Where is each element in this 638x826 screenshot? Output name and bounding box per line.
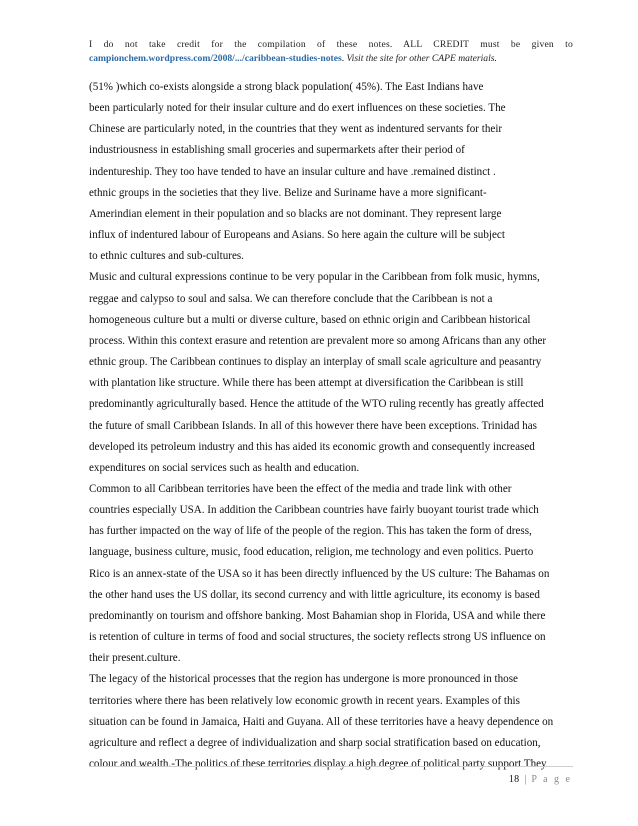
text-line: homogeneous culture but a multi or diverse culture, based on ethnic origin and Caribbean historical [89, 313, 531, 326]
text-line: industriousness in establishing small groceries and supermarkets after their period of [89, 144, 465, 157]
page-footer [509, 774, 572, 785]
text-line: with plantation like structure. While there has been attempt at diversification the Caribbean is still [89, 377, 524, 390]
credit-header [89, 38, 573, 66]
source-link[interactable]: campionchem.wordpress.com/2008/.../caribbean-studies-notes [89, 53, 342, 64]
text-line: influx of indentured labour of Europeans and Asians. So here again the culture will be subject [89, 229, 505, 242]
text-line: has further impacted on the way of life of the people of the region. This has taken the form of dress, [89, 525, 532, 538]
visit-note: Visit the site for other CAPE materials. [346, 53, 497, 64]
text-line: predominantly agriculturally based. Hence the attitude of the WTO ruling recently has greatly affected [89, 398, 544, 411]
credit-line: I do not take credit for the compilation of these notes. ALL CREDIT must be given to [89, 39, 573, 50]
text-line: agriculture and reflect a degree of individualization and sharp social stratification based on education, [89, 736, 541, 749]
text-line: Amerindian element in their population and so blacks are not dominant. They represent large [89, 207, 502, 220]
text-line: colour and wealth.-The politics of these territories display a high degree of political party support They [89, 758, 547, 770]
text-line: expenditures on social services such as health and education. [89, 461, 360, 474]
text-line: indentureship. They too have tended to have an insular culture and have .remained distinct . [89, 165, 496, 178]
text-line: the other hand uses the US dollar, its second currency and with little agriculture, its economy is based [89, 588, 540, 601]
text-line: been particularly noted for their insular culture and do exert influences on these societies. The [89, 102, 506, 115]
text-line: countries especially USA. In addition the Caribbean countries have fairly buoyant tourist trade which [89, 504, 539, 517]
text-line: is retention of culture in terms of food and social structures, the society reflects strong US influence on [89, 631, 546, 644]
page-word: P a g e [531, 774, 572, 785]
text-line: ethnic groups in the societies that they live. Belize and Suriname have a more significant- [89, 186, 487, 199]
text-line: to ethnic cultures and sub-cultures. [89, 250, 244, 263]
text-line: reggae and calypso to soul and salsa. We can therefore conclude that the Caribbean is not a [89, 292, 493, 305]
text-line: ethnic group. The Caribbean continues to display an interplay of small scale agriculture and peasantry [89, 356, 542, 369]
footer-divider [89, 766, 573, 767]
text-line: (51% )which co-exists alongside a strong black population( 45%). The East Indians have [89, 81, 484, 93]
source-suffix: . [341, 53, 347, 64]
text-line: language, business culture, music, food education, religion, me technology and even politics. Puerto [89, 546, 534, 559]
text-line: the future of small Caribbean Islands. In all of this however there have been exceptions. Trinidad has [89, 419, 537, 432]
text-line: developed its petroleum industry and this has aided its economic growth and consequently increased [89, 440, 535, 453]
text-line: territories where there has been relatively low economic growth in recent years. Examples of this [89, 694, 520, 707]
footer-separator: | [524, 774, 527, 785]
text-line: Common to all Caribbean territories have been the effect of the media and trade link with other [89, 482, 512, 495]
text-line: situation can be found in Jamaica, Haiti and Guyana. All of these territories have a heavy dependence on [89, 715, 554, 728]
text-line: Rico is an annex-state of the USA so it has been directly influenced by the US culture: The Bahamas on [89, 567, 550, 580]
text-line: The legacy of the historical processes that the region has undergone is more pronounced in those [89, 673, 518, 686]
text-line: predominantly on tourism and offshore banking. Most Bahamian shop in Florida, USA and while there [89, 609, 546, 622]
body-text [89, 77, 573, 775]
page-number: 18 [508, 774, 520, 785]
text-line: Chinese are particularly noted, in the countries that they went as indentured servants for their [89, 123, 503, 136]
text-line: their present.culture. [89, 652, 181, 665]
text-line: Music and cultural expressions continue to be very popular in the Caribbean from folk music, hymns, [89, 271, 540, 284]
text-line: process. Within this context erasure and retention are prevalent more so among Africans than any other [89, 334, 547, 347]
